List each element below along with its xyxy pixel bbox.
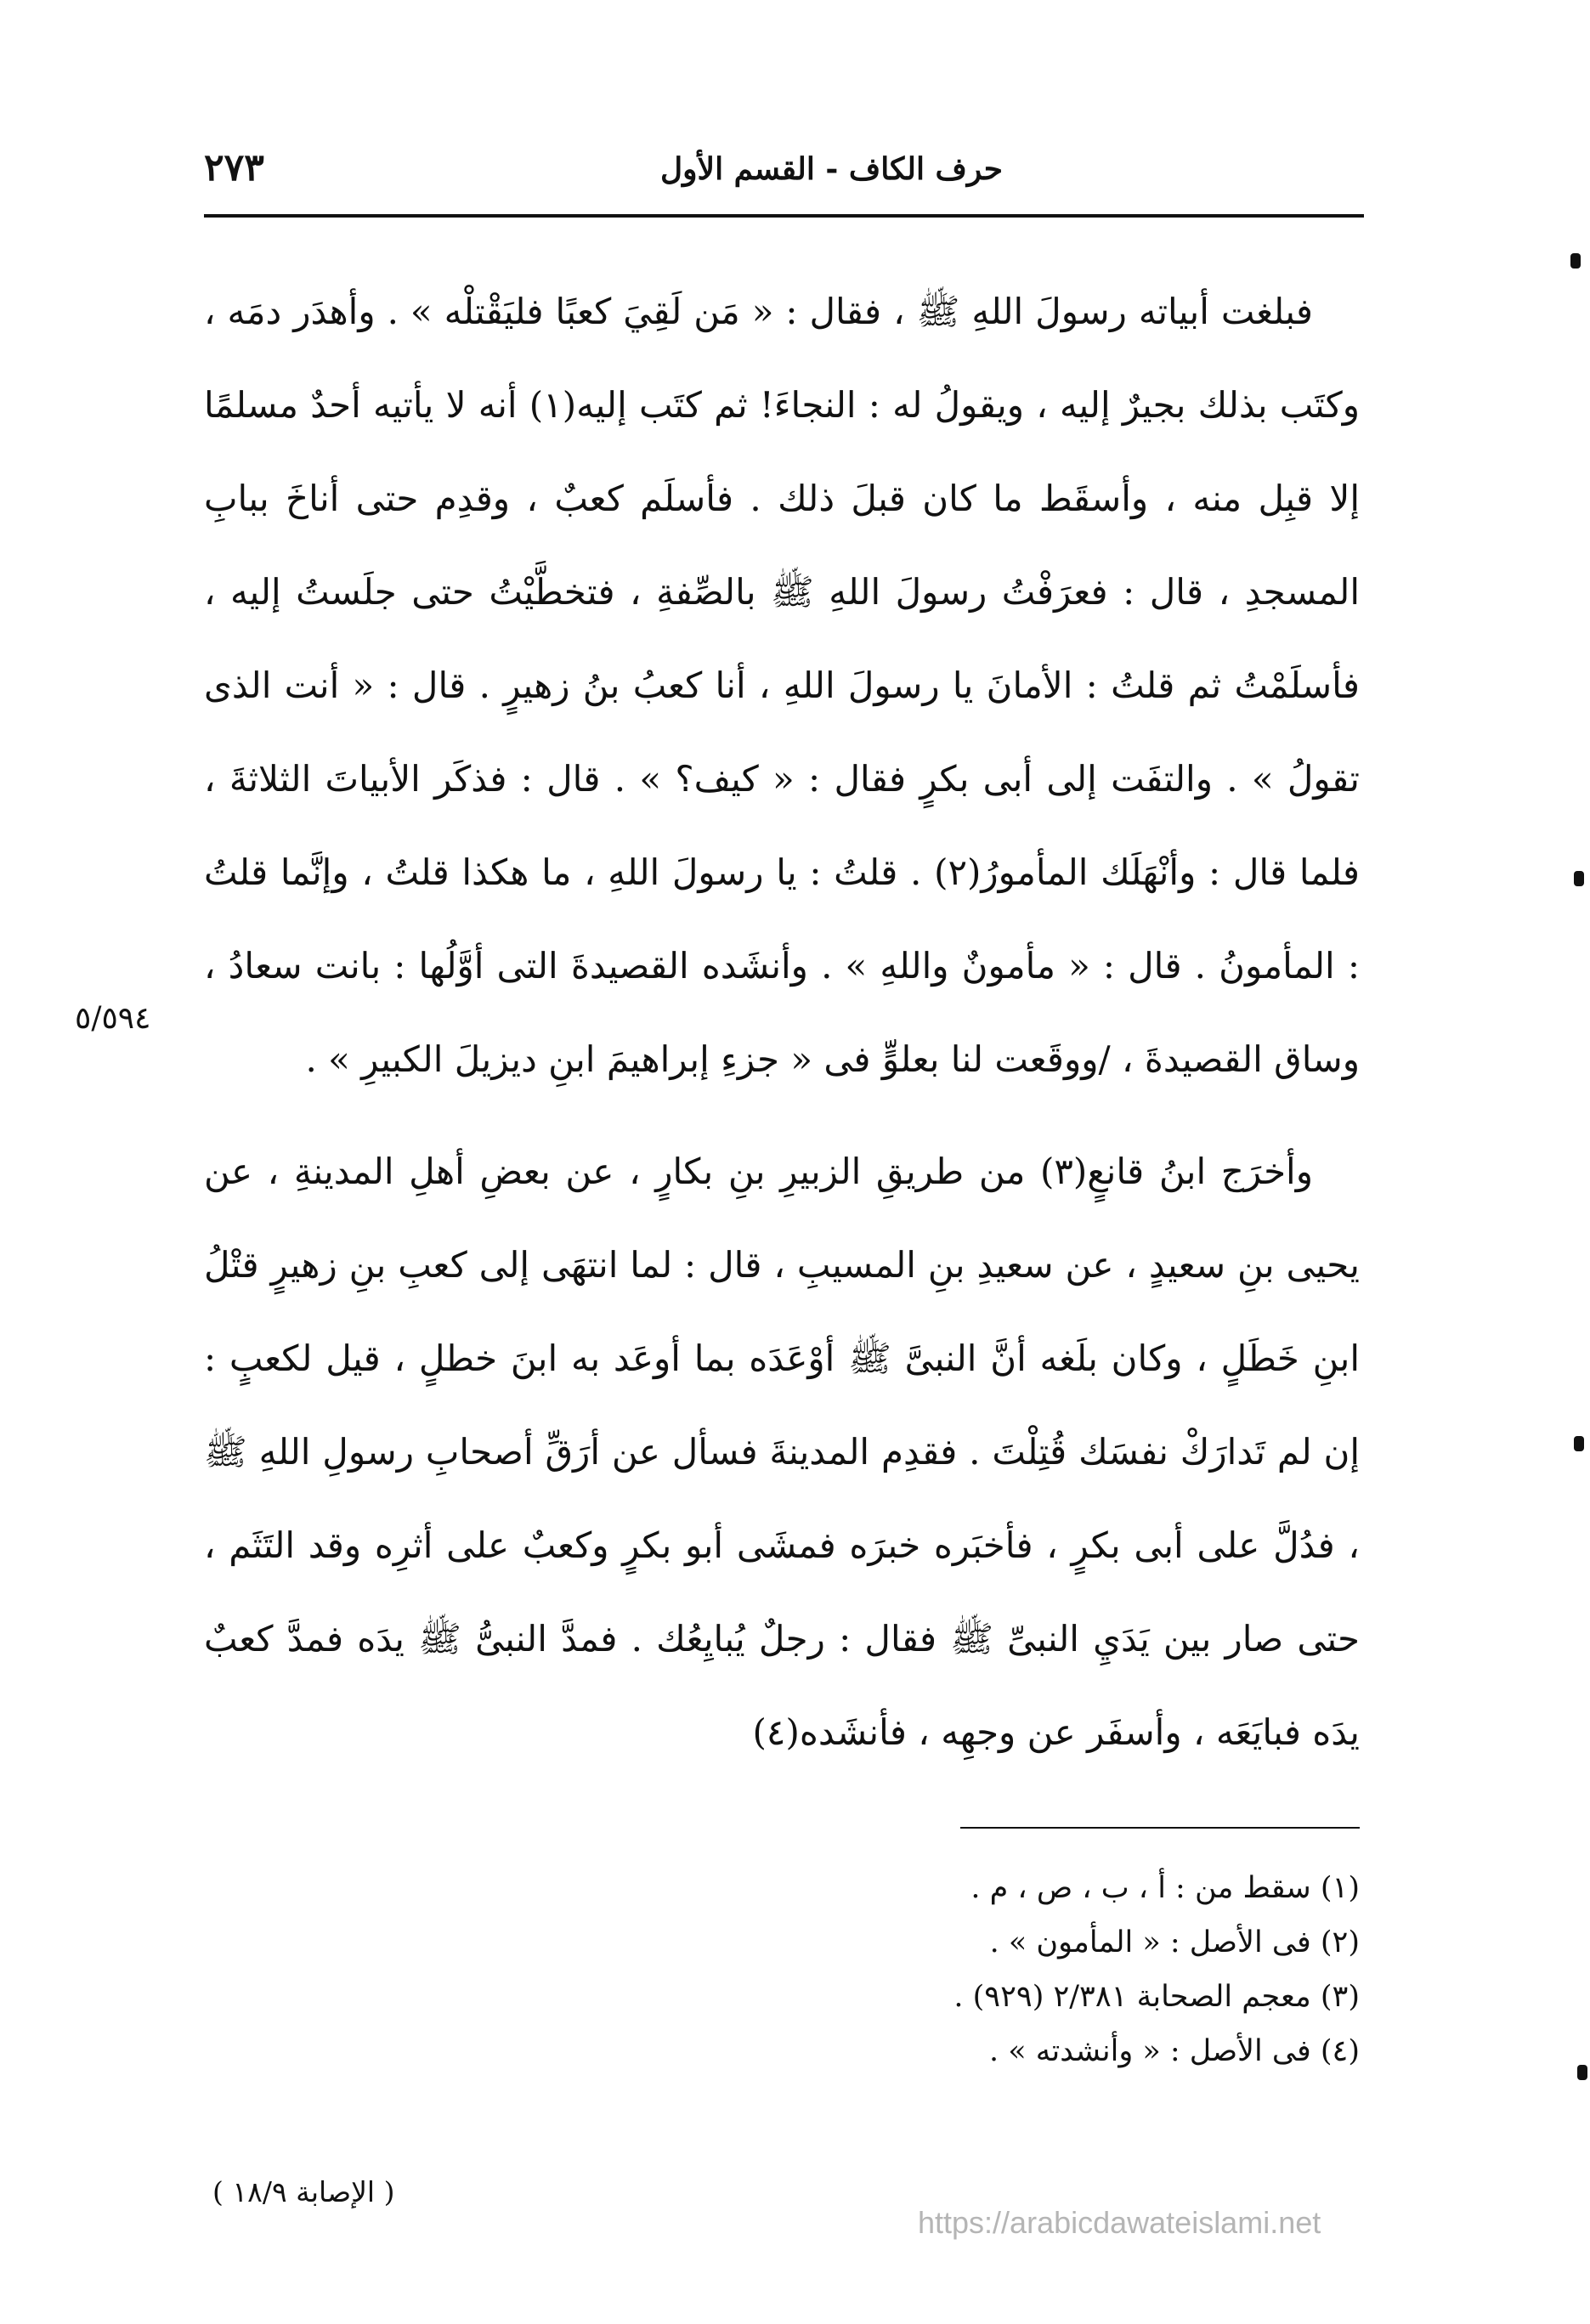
scan-mark [1577, 2065, 1587, 2080]
footnote-divider [960, 1827, 1360, 1829]
scan-mark [1574, 1436, 1584, 1451]
header-divider [204, 214, 1364, 218]
paragraph: فبلغت أبياته رسولَ اللهِ ﷺ ، فقال : « مَن لَقِيَ كعبًا فليَقْتلْه » . وأهدَر دمَه ، وكتَب بذلك بجيرٌ إليه ، ويقولُ له : النجاءَ! ثم كتَب إليه(١) أنه لا يأتيه أحدٌ مسلمًا إلا قبِل منه ، وأسقَط ما كان قبلَ ذلك . فأسلَم كعبٌ ، وقدِم حتى أناخَ ببابِ المسجدِ ، قال : فعرَفْتُ رسولَ اللهِ ﷺ بالصِّفةِ ، فتخطَّيْتُ حتى جلَستُ إليه ، فأسلَمْتُ ثم قلتُ : الأمانَ يا رسولَ اللهِ ، أنا كعبُ بنُ زهيرٍ . قال : « أنت الذى تقولُ » . والتفَت إلى أبى بكرٍ فقال : « كيف؟ » . قال : فذكَر الأبياتَ الثلاثةَ ، فلما قال : وأنْهَلَك المأمورُ(٢) . قلتُ : يا رسولَ اللهِ ، ما هكذا قلتُ ، وإنَّما قلتُ : المأمونُ . قال : « مأمونٌ واللهِ » . وأنشَده القصيدةَ التى أوَّلُها : بانت سعادُ ، وساق القصيدةَ ، /ووقَعت لنا بعلوٍّ فى « جزءِ إبراهيمَ ابنِ ديزيلَ الكبيرِ » . [204, 291, 1360, 1080]
margin-reference: ٥/٥٩٤ [75, 1001, 151, 1036]
page-header [204, 143, 1360, 202]
watermark-url: https://arabicdawateislami.net [918, 2205, 1321, 2240]
page-title: حرف الكاف - القسم الأول [660, 151, 1003, 187]
footnotes [204, 1861, 1360, 2078]
page-number: ٢٧٣ [204, 146, 264, 189]
footnote: (١) سقط من : أ ، ب ، ص ، م . [970, 1871, 1360, 1905]
scan-mark [1570, 253, 1581, 269]
footnote: (٤) فى الأصل : « وأنشدته » . [988, 2034, 1360, 2068]
footnote: (٢) فى الأصل : « المأمون » . [989, 1925, 1360, 1959]
footnote: (٣) معجم الصحابة ٢/٣٨١ (٩٢٩) . [953, 1980, 1360, 2014]
scan-mark [1574, 871, 1584, 886]
source-reference: ( الإصابة ١٨/٩ ) [212, 2175, 395, 2208]
main-text [204, 265, 1360, 1779]
paragraph: وأخرَج ابنُ قانعٍ(٣) من طريقِ الزبيرِ بنِ بكارٍ ، عن بعضِ أهلِ المدينةِ ، عن يحيى بنِ سعيدٍ ، عن سعيدِ بنِ المسيبِ ، قال : لما انتهَى إلى كعبِ بنِ زهيرٍ قتْلُ ابنِ خَطَلٍ ، وكان بلَغه أنَّ النبىَّ ﷺ أوْعَدَه بما أوعَد به ابنَ خطلٍ ، قيل لكعبٍ : إن لم تَدارَكْ نفسَك قُتِلْتَ . فقدِم المدينةَ فسأل عن أرَقِّ أصحابِ رسولِ اللهِ ﷺ ، فدُلَّ على أبى بكرٍ ، فأخبَره خبرَه فمشَى أبو بكرٍ وكعبٌ على أثرِه وقد التَثَم ، حتى صار بين يَدَيِ النبىِّ ﷺ فقال : رجلٌ يُبايِعُك . فمدَّ النبىُّ ﷺ يدَه فمدَّ كعبٌ يدَه فبايَعَه ، وأسفَر عن وجهِه ، فأنشَده(٤) [204, 1151, 1360, 1753]
